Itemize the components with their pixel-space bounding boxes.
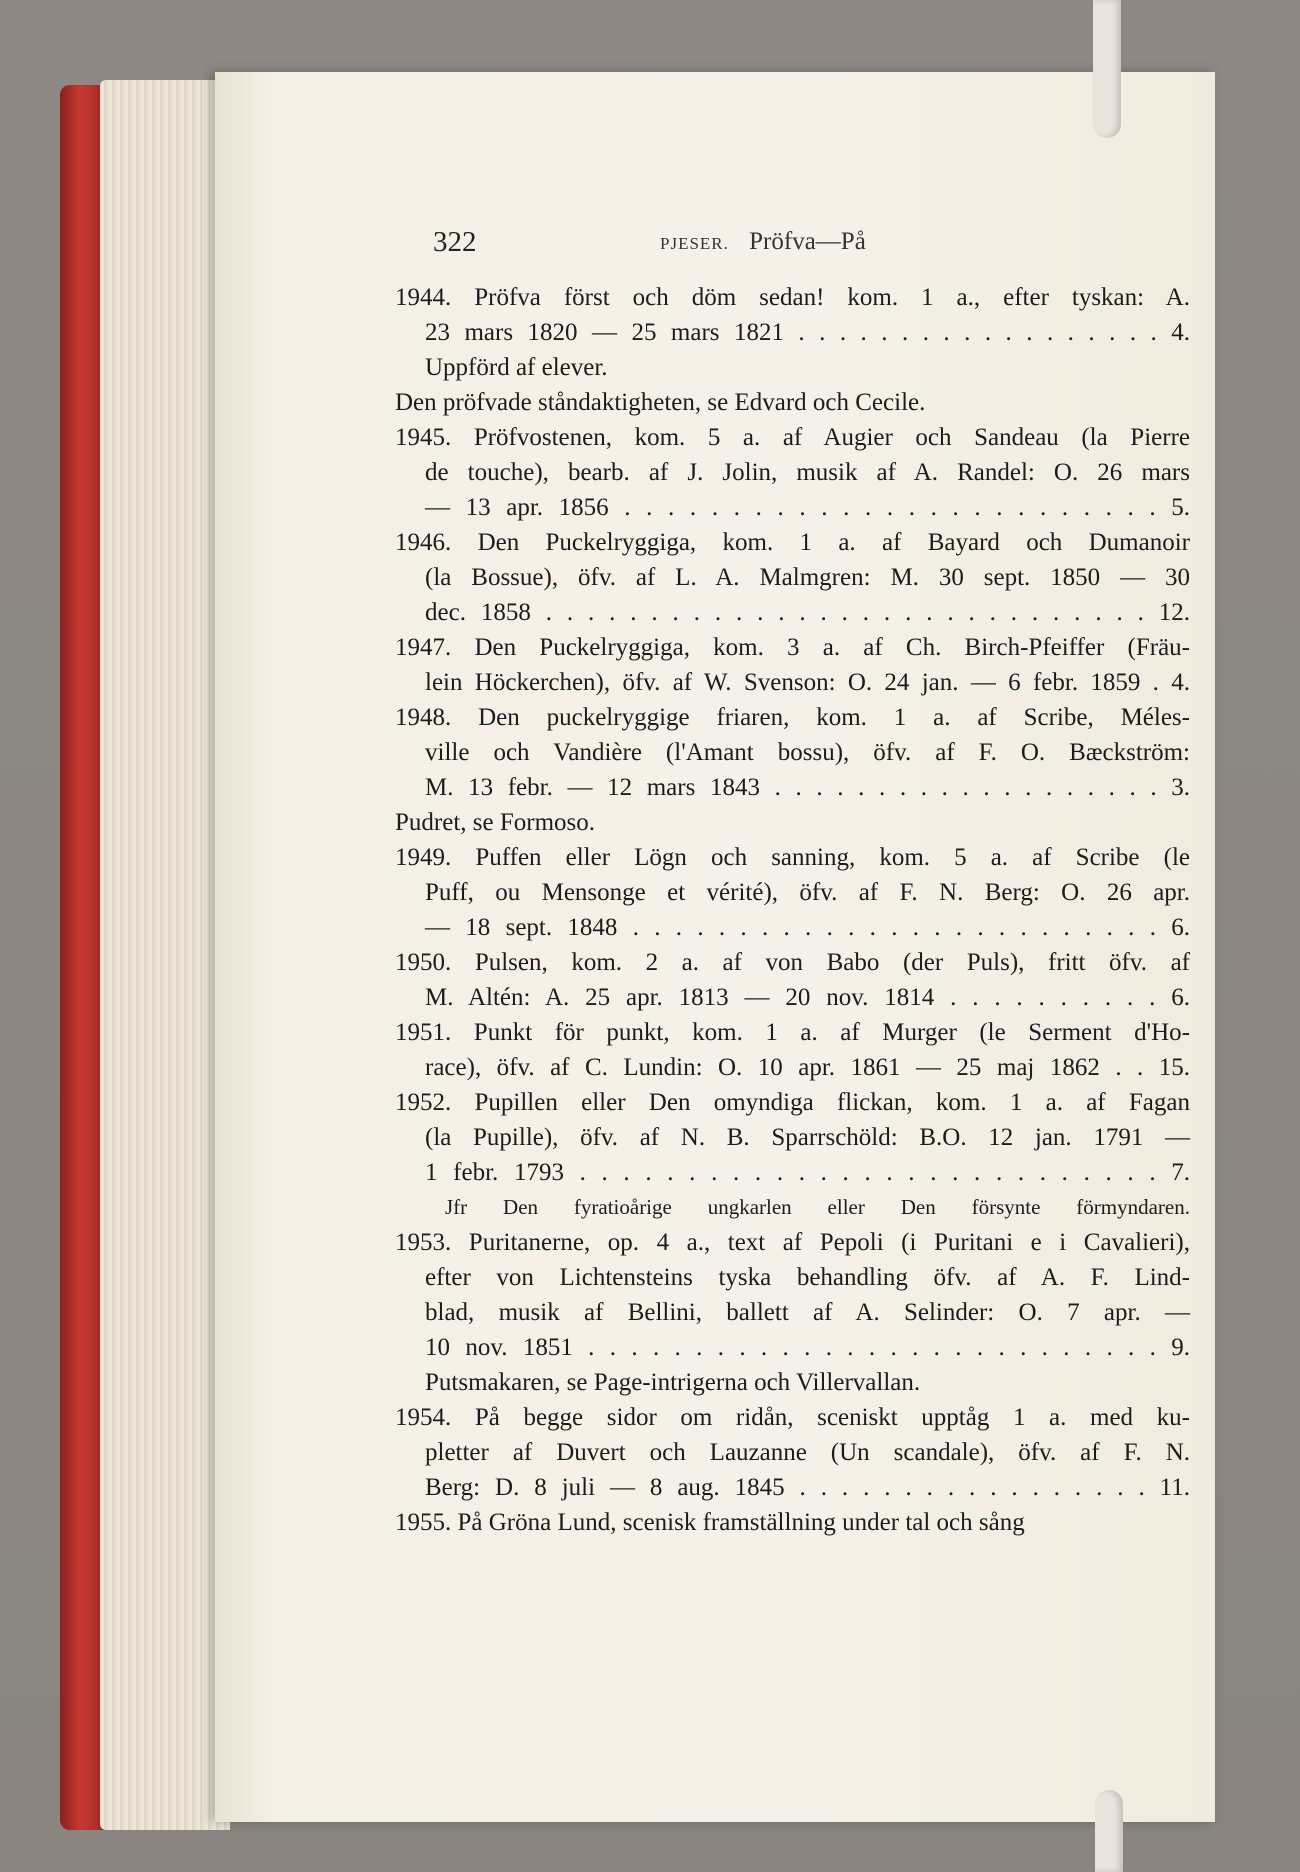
text-line: M. Altén: A. 25 apr. 1813 — 20 nov. 1814 . . . . . . . . . . 6. bbox=[425, 984, 1190, 1011]
text-line: Pudret, se Formoso. bbox=[395, 809, 595, 836]
text-line: blad, musik af Bellini, ballett af A. Selinder: O. 7 apr. — bbox=[425, 1299, 1190, 1326]
text-line: efter von Lichtensteins tyska behandling öfv. af A. F. Lind- bbox=[425, 1264, 1190, 1291]
page-number: 322 bbox=[433, 226, 477, 258]
text-line: 1953. Puritanerne, op. 4 a., text af Pepoli (i Puritani e i Cavalieri), bbox=[395, 1229, 1190, 1256]
text-line: Puff, ou Mensonge et vérité), öfv. af F. N. Berg: O. 26 apr. bbox=[425, 879, 1190, 906]
text-line: 1954. På begge sidor om ridån, sceniskt upptåg 1 a. med ku- bbox=[395, 1404, 1190, 1431]
text-line: 1947. Den Puckelryggiga, kom. 3 a. af Ch. Birch-Pfeiffer (Fräu- bbox=[395, 634, 1190, 661]
text-line: 10 nov. 1851 . . . . . . . . . . . . . . . . . . . . . . . . . . . 9. bbox=[425, 1334, 1190, 1361]
text-line: Den pröfvade ståndaktigheten, se Edvard och Cecile. bbox=[395, 389, 926, 416]
text-line: dec. 1858 . . . . . . . . . . . . . . . . . . . . . . . . . . . . . 12. bbox=[425, 599, 1190, 626]
text-line: (la Bossue), öfv. af L. A. Malmgren: M. 30 sept. 1850 — 30 bbox=[425, 564, 1190, 591]
running-head bbox=[660, 228, 866, 256]
text-line: Putsmakaren, se Page-intrigerna och Villervallan. bbox=[425, 1369, 921, 1396]
text-line: 1945. Pröfvostenen, kom. 5 a. af Augier och Sandeau (la Pierre bbox=[395, 424, 1190, 451]
text-line: 1951. Punkt för punkt, kom. 1 a. af Murger (le Serment d'Ho- bbox=[395, 1019, 1190, 1046]
text-line: 1944. Pröfva först och döm sedan! kom. 1 a., efter tyskan: A. bbox=[395, 284, 1190, 311]
text-line: race), öfv. af C. Lundin: O. 10 apr. 1861 — 25 maj 1862 . . 15. bbox=[425, 1054, 1190, 1081]
text-line: 1946. Den Puckelryggiga, kom. 1 a. af Bayard och Dumanoir bbox=[395, 529, 1190, 556]
text-line: 1952. Pupillen eller Den omyndiga flickan, kom. 1 a. af Fagan bbox=[395, 1089, 1190, 1116]
text-line: — 13 apr. 1856 . . . . . . . . . . . . . . . . . . . . . . . . . 5. bbox=[425, 494, 1190, 521]
text-line: ville och Vandière (l'Amant bossu), öfv. af F. O. Bæckström: bbox=[425, 739, 1190, 766]
section-label: PJESER. bbox=[660, 234, 729, 253]
page-header bbox=[0, 226, 1300, 266]
bookmark-ribbon-bottom bbox=[1095, 1790, 1123, 1872]
text-line: — 18 sept. 1848 . . . . . . . . . . . . . . . . . . . . . . . . . 6. bbox=[425, 914, 1190, 941]
text-line: pletter af Duvert och Lauzanne (Un scandale), öfv. af F. N. bbox=[425, 1439, 1190, 1466]
text-line: Uppförd af elever. bbox=[425, 354, 608, 381]
text-line: 1950. Pulsen, kom. 2 a. af von Babo (der Puls), fritt öfv. af bbox=[395, 949, 1190, 976]
page-edges bbox=[100, 80, 230, 1830]
text-line: 23 mars 1820 — 25 mars 1821 . . . . . . . . . . . . . . . . . . 4. bbox=[425, 319, 1190, 346]
text-line: M. 13 febr. — 12 mars 1843 . . . . . . . . . . . . . . . . . . . 3. bbox=[425, 774, 1190, 801]
entry-list bbox=[395, 280, 1190, 1540]
text-line: Berg: D. 8 juli — 8 aug. 1845 . . . . . . . . . . . . . . . . . 11. bbox=[425, 1474, 1190, 1501]
text-line: lein Höckerchen), öfv. af W. Svenson: O. 24 jan. — 6 febr. 1859 . 4. bbox=[425, 669, 1190, 696]
text-line: 1948. Den puckelryggige friaren, kom. 1 a. af Scribe, Méles- bbox=[395, 704, 1190, 731]
text-line: 1955. På Gröna Lund, scenisk framställning under tal och sång bbox=[395, 1509, 1025, 1536]
text-line: 1949. Puffen eller Lögn och sanning, kom. 5 a. af Scribe (le bbox=[395, 844, 1190, 871]
text-line: de touche), bearb. af J. Jolin, musik af A. Randel: O. 26 mars bbox=[425, 459, 1190, 486]
text-line: 1 febr. 1793 . . . . . . . . . . . . . . . . . . . . . . . . . . . 7. bbox=[425, 1159, 1190, 1186]
bookmark-ribbon-top bbox=[1093, 0, 1121, 138]
range-label: Pröfva—På bbox=[749, 228, 866, 255]
text-line: Jfr Den fyratioårige ungkarlen eller Den försynte förmyndaren. bbox=[445, 1195, 1190, 1219]
text-line: (la Pupille), öfv. af N. B. Sparrschöld: B.O. 12 jan. 1791 — bbox=[425, 1124, 1190, 1151]
